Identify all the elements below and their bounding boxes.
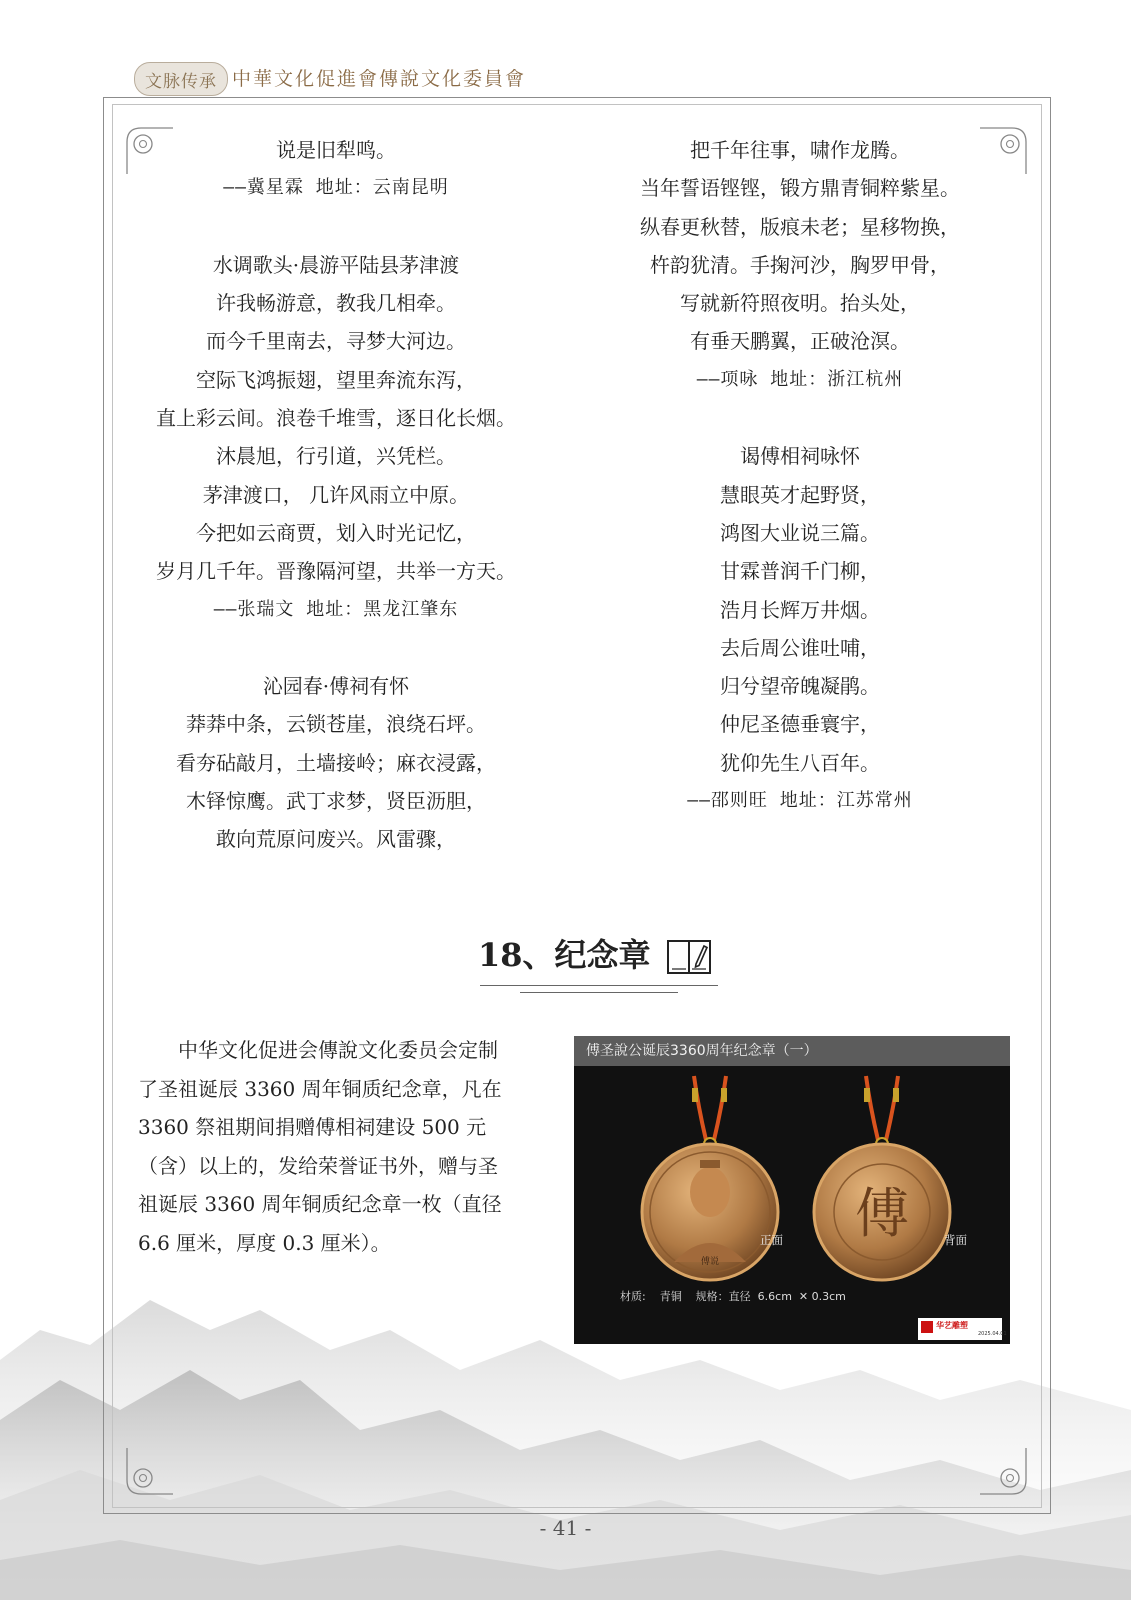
paragraph-line: 3360 祭祖期间捐赠傅相祠建设 500 元 xyxy=(138,1115,487,1139)
poem-author-line: ——邵则旺 地址：江苏常州 xyxy=(687,790,913,812)
medal-spec: 材质: 青铜 规格：直径 6.6cm ✕ 0.3cm xyxy=(620,1290,846,1303)
poem-line: 看夯砧敲月，土墙接岭；麻衣浸露， xyxy=(176,750,496,775)
logo-brand: 华艺雕塑 xyxy=(936,1321,968,1330)
poem-line: 仲尼圣德垂寰宇， xyxy=(720,712,880,737)
poem-title: 沁园春·傅祠有怀 xyxy=(262,674,410,699)
back-label: 背面 xyxy=(944,1233,967,1247)
right-poem-column xyxy=(612,131,988,820)
commemorative-medal-paragraph xyxy=(138,1031,548,1262)
poem-line: 犹仰先生八百年。 xyxy=(720,750,880,775)
poem-line: 甘霖普润千门柳， xyxy=(720,559,880,584)
poem-author-line: ——项咏 地址：浙江杭州 xyxy=(696,368,904,390)
poem-line: 杵韵犹清。手掬河沙，胸罗甲骨， xyxy=(650,252,950,277)
medal-front-name: 傅说 xyxy=(700,1257,720,1267)
poem-line: 鸿图大业说三篇。 xyxy=(720,520,880,545)
poem-line: 归兮望帝魄凝鹃。 xyxy=(720,674,880,699)
poem-line: 而今千里南去，寻梦大河边。 xyxy=(206,329,466,354)
poem-line: 慧眼英才起野贤， xyxy=(720,482,880,507)
poem-line: 沐晨旭，行引道，兴凭栏。 xyxy=(216,444,456,469)
paragraph-line: 了圣祖诞辰 3360 周年铜质纪念章，凡在 xyxy=(138,1076,502,1101)
paragraph-line: 祖诞辰 3360 周年铜质纪念章一枚（直径 xyxy=(138,1192,502,1216)
poem-line: 说是旧犁鸣。 xyxy=(276,138,396,162)
header-badge: 文脉传承 xyxy=(134,62,228,96)
page-number: - 41 - xyxy=(539,1516,592,1540)
corner-ornament-bottom-left-icon xyxy=(123,1442,179,1498)
poem-title: 水调歌头·晨游平陆县茅津渡 xyxy=(212,252,460,277)
open-book-pen-icon xyxy=(666,938,712,976)
poem-line: 茅津渡口， 几许风雨立中原。 xyxy=(202,482,470,507)
medal-back-glyph: 傅 xyxy=(855,1182,909,1245)
corner-ornament-bottom-right-icon xyxy=(974,1442,1030,1498)
sculpture-logo xyxy=(918,1318,1007,1340)
poem-line: 木铎惊鹰。武丁求梦，贤臣沥胆， xyxy=(186,789,486,814)
brand-mark-icon xyxy=(921,1321,933,1333)
paragraph-line: 6.6 厘米，厚度 0.3 厘米）。 xyxy=(138,1230,391,1255)
poem-author-line: ——冀星霖 地址：云南昆明 xyxy=(223,177,449,199)
poem-line: 去后周公谁吐哺， xyxy=(720,635,880,660)
poem-line: 写就新符照夜明。抬头处， xyxy=(680,291,920,316)
poem-line: 岁月几千年。晋豫隔河望，共举一方天。 xyxy=(156,559,516,584)
paragraph-line: 中华文化促进会傳說文化委员会定制 xyxy=(178,1038,498,1062)
poem-author-line: ——张瑞文 地址：黑龙江肇东 xyxy=(213,598,459,620)
medal-photo-title: 傅圣說公诞辰3360周年纪念章（一） xyxy=(574,1036,1010,1066)
left-poem-column xyxy=(136,131,536,859)
poem-line: 空际飞鸿振翅，望里奔流东泻， xyxy=(196,367,476,392)
blank-line xyxy=(612,399,988,437)
poem-line: 许我畅游意，教我几相牵。 xyxy=(216,291,456,316)
medal-photo xyxy=(574,1036,1010,1344)
poem-line: 浩月长辉万井烟。 xyxy=(720,597,880,622)
poem-line: 敢向荒原问废兴。风雷骤， xyxy=(216,827,456,852)
poem-title: 谒傅相祠咏怀 xyxy=(740,444,860,469)
paragraph-line: （含）以上的，发给荣誉证书外，赠与圣 xyxy=(138,1153,498,1178)
poem-line: 莽莽中条，云锁苍崖，浪绕石坪。 xyxy=(186,712,486,737)
title-underline-short xyxy=(520,992,678,993)
poem-line: 纵春更秋替，版痕未老；星移物换， xyxy=(640,214,960,239)
poem-line: 今把如云商贾，划入时光记忆， xyxy=(196,520,476,545)
blank-line xyxy=(136,629,536,667)
poem-line: 有垂天鹏翼，正破沧溟。 xyxy=(690,329,910,354)
section-title: 18、纪念章 xyxy=(478,936,651,974)
poem-line: 直上彩云间。浪卷千堆雪，逐日化长烟。 xyxy=(156,406,516,431)
logo-date: 2025.04.01 xyxy=(978,1331,1007,1337)
front-label: 正面 xyxy=(760,1233,783,1247)
poem-line: 当年誓语铿铿，锻方鼎青铜粹紫星。 xyxy=(640,176,960,201)
poem-line: 把千年往事，啸作龙腾。 xyxy=(690,138,910,162)
title-underline-long xyxy=(480,985,718,986)
blank-line xyxy=(136,208,536,246)
header-title: 中華文化促進會傳說文化委員會 xyxy=(232,68,527,90)
